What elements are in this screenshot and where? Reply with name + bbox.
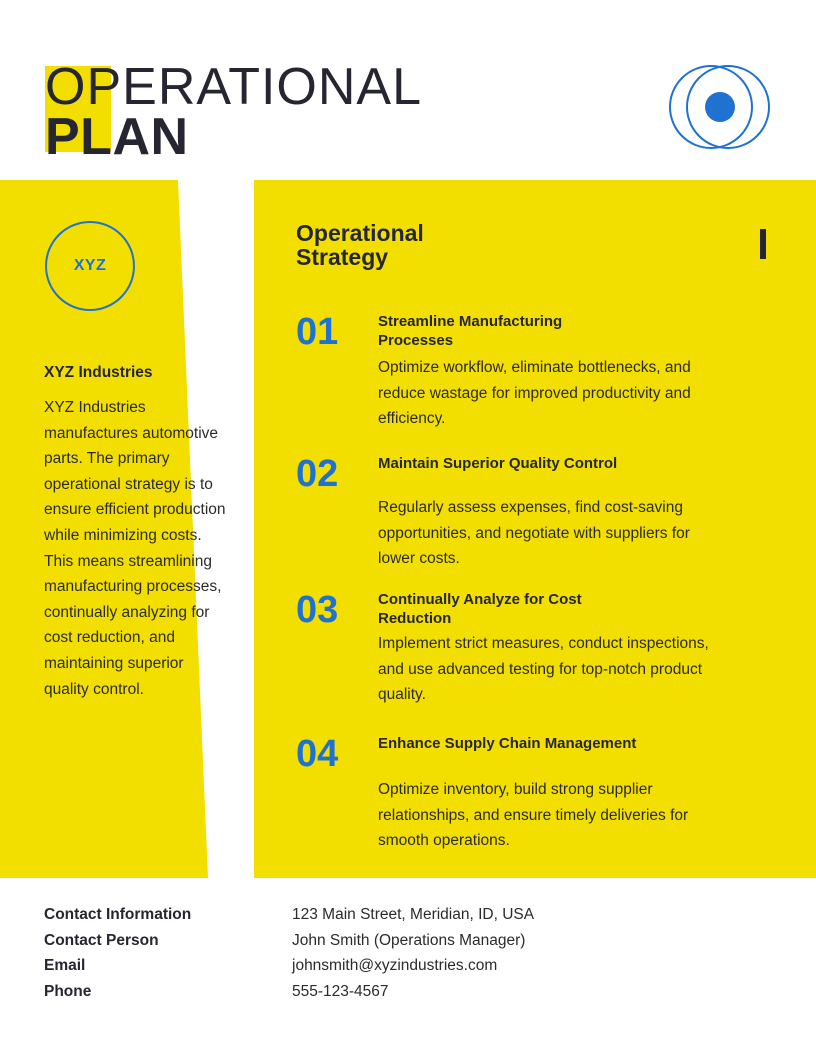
contact-label: Contact Person xyxy=(44,931,159,949)
step-text: Implement strict measures, conduct inspections, and use advanced testing for top-notch product quality. xyxy=(378,635,709,704)
contact-table xyxy=(44,902,604,1005)
title-line-1: OPERATIONAL xyxy=(45,58,423,116)
contact-value: johnsmith@xyzindustries.com xyxy=(292,957,498,975)
step-heading: Continually Analyze for Cost Reduction xyxy=(378,591,582,627)
contact-label: Phone xyxy=(44,982,92,1000)
contact-row-person xyxy=(44,928,604,954)
step-heading: Maintain Superior Quality Control xyxy=(378,455,618,472)
step-number: 01 xyxy=(296,311,339,353)
step-number: 02 xyxy=(296,453,339,495)
concentric-rings-logo-icon xyxy=(668,64,772,152)
contact-row-information xyxy=(44,902,604,928)
step-heading: Streamline Manufacturing Processes xyxy=(378,313,563,349)
strategy-title: Operational Strategy xyxy=(296,220,424,270)
title-line-2: PLAN xyxy=(45,108,189,166)
contact-label: Contact Information xyxy=(44,905,192,923)
step-heading: Enhance Supply Chain Management xyxy=(378,735,637,752)
step-number: 03 xyxy=(296,589,339,631)
contact-row-email xyxy=(44,953,604,979)
contact-value: 555-123-4567 xyxy=(292,982,389,1000)
contact-value: John Smith (Operations Manager) xyxy=(292,931,526,949)
step-text: Regularly assess expenses, find cost-saving opportunities, and negotiate with suppliers for lower costs. xyxy=(378,499,690,568)
step-text: Optimize inventory, build strong supplier relationships, and ensure timely deliveries for smooth operations. xyxy=(378,781,689,850)
company-badge-text: XYZ xyxy=(73,257,107,274)
page-title xyxy=(45,58,423,166)
contact-row-phone xyxy=(44,979,604,1005)
step-text: Optimize workflow, eliminate bottlenecks, and reduce wastage for improved productivity and efficiency. xyxy=(378,359,691,428)
decorative-bar-icon xyxy=(760,229,766,259)
company-name: XYZ Industries xyxy=(44,364,153,381)
contact-value: 123 Main Street, Meridian, ID, USA xyxy=(292,905,535,923)
company-description: XYZ Industries manufactures automotive parts. The primary operational strategy is to ensure efficient production while minimizing costs. This means streamlining manufacturing processes, continually analyzing for cost reduction, and maintaining superior quality control. xyxy=(44,399,226,698)
step-number: 04 xyxy=(296,733,339,775)
contact-label: Email xyxy=(44,957,86,975)
company-badge xyxy=(45,221,135,311)
